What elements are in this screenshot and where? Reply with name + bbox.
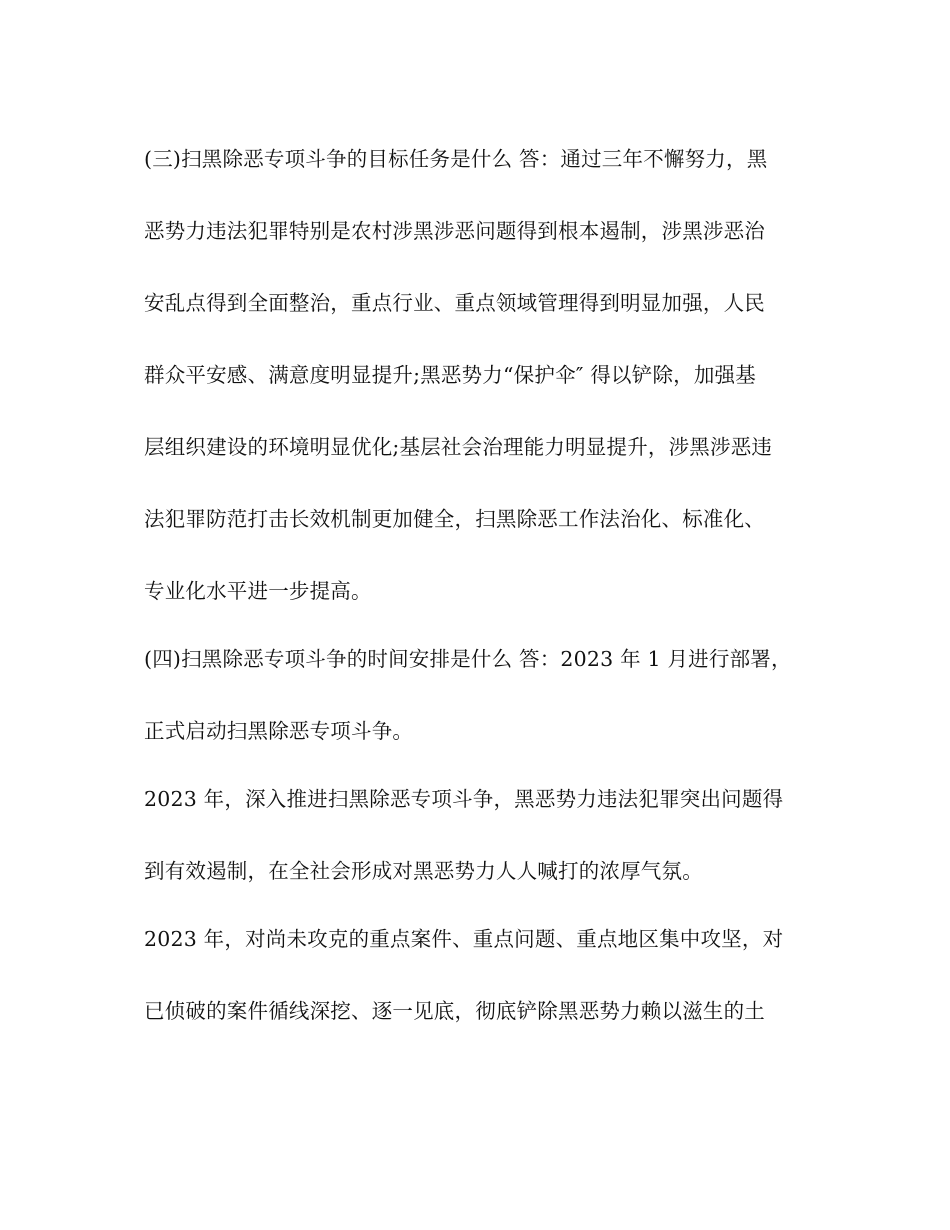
text-line-2: 恶势力违法犯罪特别是农村涉黑涉恶问题得到根本遏制，涉黑涉恶治 xyxy=(144,219,765,243)
text-line-3: 安乱点得到全面整治，重点行业、重点领域管理得到明显加强，人民 xyxy=(144,291,765,315)
text-line-6: 法犯罪防范打击长效机制更加健全，扫黑除恶工作法治化、标准化、 xyxy=(144,507,765,531)
text-line-7: 专业化水平进一步提高。 xyxy=(144,579,372,603)
text-line-5: 层组织建设的环境明显优化;基层社会治理能力明显提升，涉黑涉恶违 xyxy=(144,435,773,459)
document-body xyxy=(144,140,809,1030)
text-line-12: 2023 年，对尚未攻克的重点案件、重点问题、重点地区集中攻坚，对 xyxy=(144,927,784,951)
text-line-8: (四)扫黑除恶专项斗争的时间安排是什么 答：2023 年 1 月进行部署， xyxy=(144,647,792,671)
text-line-10: 2023 年，深入推进扫黑除恶专项斗争，黑恶势力违法犯罪突出问题得 xyxy=(144,787,784,811)
text-line-4: 群众平安感、满意度明显提升;黑恶势力“保护伞″ 得以铲除，加强基 xyxy=(144,363,756,387)
text-line-11: 到有效遏制，在全社会形成对黑恶势力人人喊打的浓厚气氛。 xyxy=(144,859,703,883)
text-line-1: (三)扫黑除恶专项斗争的目标任务是什么 答：通过三年不懈努力，黑 xyxy=(144,147,768,171)
text-line-9: 正式启动扫黑除恶专项斗争。 xyxy=(144,719,414,743)
text-line-13: 已侦破的案件循线深挖、逐一见底，彻底铲除黑恶势力赖以滋生的土 xyxy=(144,999,765,1023)
